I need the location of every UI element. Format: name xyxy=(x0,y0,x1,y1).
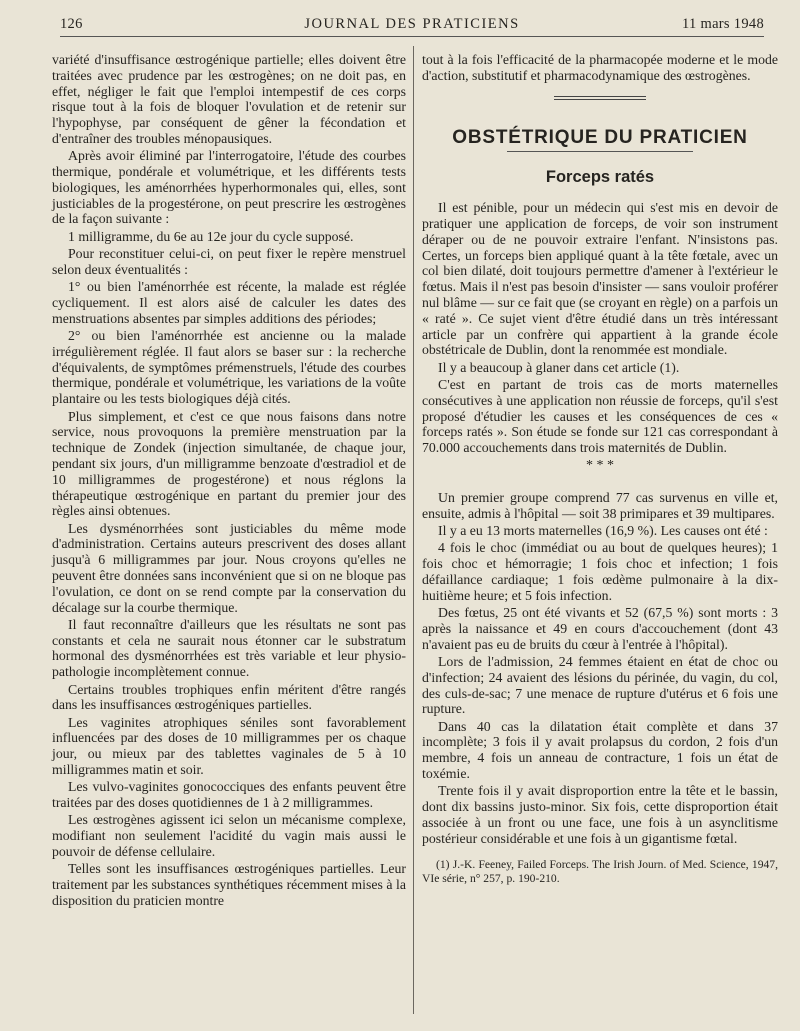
column-divider xyxy=(413,46,414,1014)
paragraph: C'est en partant de trois cas de morts maternelles consécutives à une application non réussie de forceps, qu'il s'est proposé d'étudier les causes et les conséquences de ces « forceps ratés ». Son étude se fonde sur 121 cas correspondant à 70.000 accouchements dans trois maternités de Dublin. xyxy=(422,376,778,456)
paragraph: Les dysménorrhées sont justiciables du même mode d'administration. Certains auteurs prescrivent des doses allant jusqu'à 6 milligrammes par jour. Nous croyons qu'elles ne peuvent être données sans inconvénient que si on ne bloque pas l'ovulation, ce dont on se rend compte par la conservation du décalage sur la courbe thermique. xyxy=(52,520,406,615)
left-column xyxy=(52,52,406,910)
footnote: (1) J.-K. Feeney, Failed Forceps. The Irish Journ. of Med. Science, 1947, VIe série, n° 257, p. 190-210. xyxy=(422,858,778,886)
paragraph: 1° ou bien l'aménorrhée est récente, la malade est réglée cycliquement. Il est alors aisé de calculer les dates des menstruations absentes par simples additions des périodes; xyxy=(52,279,406,326)
paragraph: Dans 40 cas la dilatation était complète et dans 37 incomplète; 3 fois il y avait prolapsus du cordon, 2 fois d'un membre, 4 fois un anneau de contracture, 1 fois un état de toxémie. xyxy=(422,718,778,781)
paragraph: 2° ou bien l'aménorrhée est ancienne ou la malade irrégulièrement réglée. Il faut alors se baser sur : la recherche d'équivalents, de symptômes prémenstruels, l'étude des courbes thermique, pondérale et volumétrique, les variations de la voûte plantaire ou les tests biologiques déjà cités. xyxy=(52,328,406,407)
paragraph: Il y a eu 13 morts maternelles (16,9 %). Les causes ont été : xyxy=(438,523,768,539)
paragraph: 4 fois le choc (immédiat ou au bout de quelques heures); 1 fois choc et hémorragie; 1 fois choc et infection; 1 fois défaillance cardiaque; 1 fois œdème pulmonaire à la dix-huitième heure; et 5 fois infection. xyxy=(422,540,778,603)
paragraph: Plus simplement, et c'est ce que nous faisons dans notre service, nous provoquons la première menstruation par la technique de Zondek (injection simultanée, de chaque jour, pendant six jours, d'un milligramme benzoate d'œstradiol et de 10 milligrammes de progestérone) et nous réglons la thérapeutique œstrogénique en partant du premier jour des règles ainsi obtenues. xyxy=(52,408,406,519)
paragraph: variété d'insuffisance œstrogénique partielle; elles doivent être traitées avec prudence par les œstrogènes; on ne doit pas, en effet, négliger le fait que l'emploi intempestif de ces corps risque tout à la fois de bloquer l'ovulation et de retenir sur l'hypophyse, par conséquent de gêner la fécondation et d'entraîner des troubles ménopausiques. xyxy=(52,52,406,146)
asterism-separator: * * * xyxy=(586,457,614,473)
paragraph: Des fœtus, 25 ont été vivants et 52 (67,5 %) sont morts : 3 après la naissance et 49 en cours d'accouchement (dont 43 n'avaient pas eu de bruits du cœur à l'entrée à l'hôpital). xyxy=(422,605,778,652)
section-separator xyxy=(554,96,646,100)
paragraph: Les vulvo-vaginites gonococciques des enfants peuvent être traitées par des doses quotidiennes de 1 à 2 milligrammes. xyxy=(52,779,406,811)
paragraph: Lors de l'admission, 24 femmes étaient en état de choc ou d'infection; 24 avaient des lésions du périnée, du vagin, du col, des culs-de-sac; 7 une menace de rupture d'utérus et 6 fois une rupture. xyxy=(422,653,778,717)
paragraph: tout à la fois l'efficacité de la pharmacopée moderne et le mode d'action, substitutif et pharmacodynamique des œstrogènes. xyxy=(422,52,778,83)
paragraph: Certains troubles trophiques enfin méritent d'être rangés dans les insuffisances œstrogéniques partielles. xyxy=(52,681,406,713)
paragraph: 1 milligramme, du 6e au 12e jour du cycle supposé. xyxy=(68,228,354,244)
paragraph: Trente fois il y avait disproportion entre la tête et le bassin, dont dix bassins justo-minor. Six fois, cette disproportion était associée à un front ou une face, une fois à un asynclitisme postérieur considérable et une fois à un gigantisme fœtal. xyxy=(422,783,778,846)
article-title: Forceps ratés xyxy=(545,168,655,187)
paragraph: Après avoir éliminé par l'interrogatoire, l'étude des courbes thermique, pondérale et volumétrique, et les différents tests biologiques, les aménorrhées hyperhormonales qui, elles, sont justiciables de la progestérone, on peut prescrire les œstrogènes de la façon suivante : xyxy=(52,148,406,227)
paragraph: Il est pénible, pour un médecin qui s'est mis en devoir de pratiquer une application de forceps, de voir son instrument déraper ou de ne pouvoir extraire l'enfant. N'insistons pas. Certes, un forceps bien appliqué quant à la tête fœtale, avec un col bien dilaté, doit toujours permettre d'amener à l'extérieur le fœtus. Mais il n'est pas besoin d'insister — sans vouloir proférer nul blâme — sur ce fait que (se croyant en règle) on a parfois un « raté ». Ce sujet vient d'être étudié dans un très intéressant article par un confrère qui appartient à la grande école obstétricale de Dublin, dont la renommée est mondiale. xyxy=(422,200,778,358)
page-header xyxy=(60,12,764,37)
section-title: OBSTÉTRIQUE DU PRATICIEN xyxy=(452,126,748,148)
paragraph: Les vaginites atrophiques séniles sont favorablement influencées par des doses de 10 milligrammes per os chaque jour, ou mieux par des tablettes vaginales de 5 à 10 milligrammes matin et soir. xyxy=(52,714,406,778)
paragraph: Telles sont les insuffisances œstrogéniques partielles. Leur traitement par les substances synthétiques récemment mises à la disposition du praticien montre xyxy=(52,861,406,908)
paragraph: Un premier groupe comprend 77 cas survenus en ville et, ensuite, admis à l'hôpital — soit 38 primipares et 39 multipares. xyxy=(422,489,778,521)
page-number: 126 xyxy=(60,16,83,32)
journal-title: JOURNAL DES PRATICIENS xyxy=(304,16,520,32)
title-rule xyxy=(507,151,692,152)
paragraph: Pour reconstituer celui-ci, on peut fixer le repère menstruel selon deux éventualités : xyxy=(52,246,406,277)
paragraph: Il y a beaucoup à glaner dans cet article (1). xyxy=(438,359,680,375)
right-column xyxy=(422,52,778,888)
paragraph: Les œstrogènes agissent ici selon un mécanisme complexe, modifiant non seulement l'acidité du vagin mais aussi le pouvoir de défense cellulaire. xyxy=(52,812,406,860)
paragraph: Il faut reconnaître d'ailleurs que les résultats ne sont pas constants et cela ne saurait nous étonner car le substratum hormonal des dysménorrhées est très variable et leur physio-pathologie incomplètement connue. xyxy=(52,616,406,680)
issue-date: 11 mars 1948 xyxy=(682,16,764,32)
